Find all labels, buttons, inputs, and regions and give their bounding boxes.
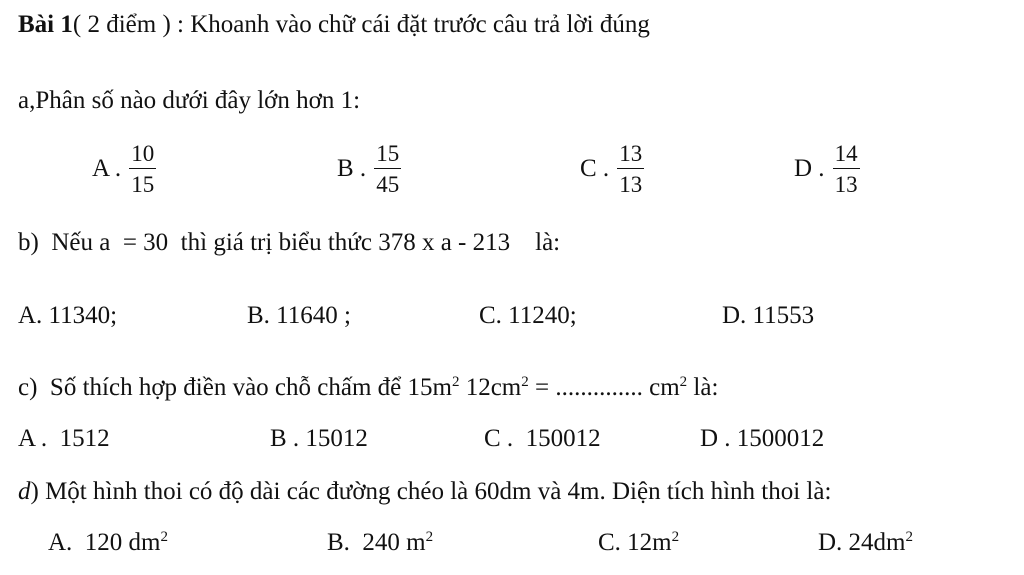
fraction bbox=[374, 142, 401, 196]
fraction bbox=[129, 142, 156, 196]
question-a-option-d[interactable] bbox=[794, 142, 860, 196]
question-d-option-c[interactable] bbox=[598, 530, 679, 555]
superscript: 2 bbox=[905, 529, 913, 545]
option-label: D. 24dm bbox=[818, 529, 906, 556]
question-c-part-2: 12cm bbox=[459, 374, 522, 401]
question-b-option-c[interactable]: C. 11240; bbox=[479, 302, 577, 329]
question-c-text bbox=[18, 375, 718, 400]
option-letter: B . bbox=[337, 155, 367, 182]
numerator: 15 bbox=[376, 141, 400, 166]
denominator: 13 bbox=[617, 168, 644, 196]
exercise-label: Bài 1 bbox=[18, 11, 73, 38]
question-c-part-1: c) Số thích hợp điền vào chỗ chấm để 15m bbox=[18, 374, 452, 401]
question-d-option-d[interactable] bbox=[818, 530, 913, 555]
question-c-part-4: là: bbox=[687, 374, 719, 401]
superscript: 2 bbox=[679, 374, 688, 390]
question-d-option-b[interactable] bbox=[327, 530, 433, 555]
denominator: 45 bbox=[374, 168, 401, 196]
question-c-part-3: = .............. cm bbox=[528, 374, 680, 401]
question-b-option-a[interactable]: A. 11340; bbox=[18, 302, 118, 329]
question-d-text bbox=[18, 479, 831, 504]
superscript: 2 bbox=[671, 529, 680, 545]
superscript: 2 bbox=[521, 374, 529, 390]
numerator: 14 bbox=[834, 141, 858, 166]
option-label: A. 120 dm bbox=[48, 529, 161, 556]
numerator: 13 bbox=[619, 141, 643, 166]
option-label: C. 12m bbox=[598, 529, 672, 556]
question-d-body: ) Một hình thoi có độ dài các đường chéo là 60dm và 4m. Diện tích hình thoi là: bbox=[30, 478, 832, 505]
question-c-option-b[interactable]: B . 15012 bbox=[270, 425, 368, 452]
exercise-title bbox=[18, 12, 650, 37]
denominator: 13 bbox=[833, 168, 860, 196]
question-b-option-b[interactable]: B. 11640 ; bbox=[247, 302, 351, 329]
question-a-option-b[interactable] bbox=[337, 142, 401, 196]
question-d-prefix: d bbox=[18, 478, 31, 505]
question-a-text: a,Phân số nào dưới đây lớn hơn 1: bbox=[18, 87, 361, 114]
exercise-instruction: ( 2 điểm ) : Khoanh vào chữ cái đặt trước câu trả lời đúng bbox=[72, 11, 650, 38]
question-c-option-a[interactable]: A . 1512 bbox=[18, 425, 110, 452]
question-b-option-d[interactable]: D. 11553 bbox=[722, 302, 815, 329]
option-label: B. 240 m bbox=[327, 529, 426, 556]
question-c-option-d[interactable]: D . 1500012 bbox=[700, 425, 825, 452]
numerator: 10 bbox=[131, 141, 155, 166]
superscript: 2 bbox=[160, 529, 168, 545]
superscript: 2 bbox=[425, 529, 434, 545]
superscript: 2 bbox=[451, 374, 460, 390]
option-letter: A . bbox=[92, 155, 122, 182]
question-b-text: b) Nếu a = 30 thì giá trị biểu thức 378 x a - 213 là: bbox=[18, 229, 561, 256]
question-a-option-c[interactable] bbox=[580, 142, 644, 196]
question-a-option-a[interactable] bbox=[92, 142, 156, 196]
denominator: 15 bbox=[129, 168, 156, 196]
option-letter: C . bbox=[580, 155, 610, 182]
question-c-option-c[interactable]: C . 150012 bbox=[484, 425, 601, 452]
fraction bbox=[617, 142, 644, 196]
option-letter: D . bbox=[794, 155, 825, 182]
question-d-option-a[interactable] bbox=[48, 530, 168, 555]
fraction bbox=[833, 142, 860, 196]
